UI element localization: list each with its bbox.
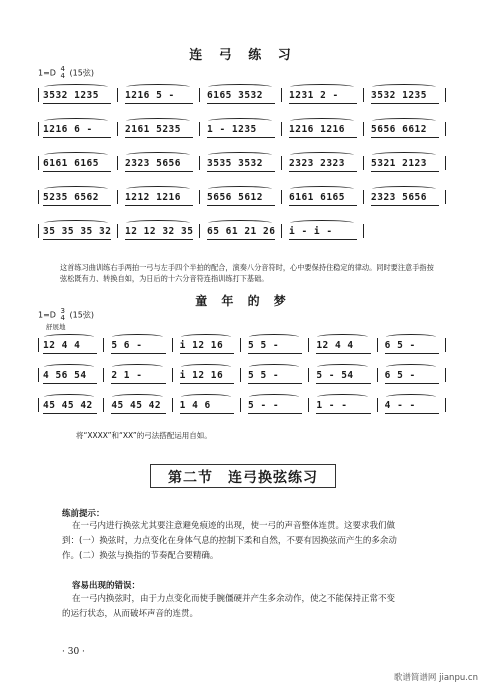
- exercise1-row: [38, 82, 448, 108]
- tempo-marking: 舒展地: [46, 323, 66, 331]
- beam-line: [43, 103, 111, 104]
- beam-line: [111, 383, 165, 384]
- key-label-2: 1=D: [38, 310, 56, 320]
- measure: 1216 6 -: [43, 124, 93, 135]
- beam-line: [207, 205, 275, 206]
- barline: [445, 122, 446, 136]
- barline: [38, 156, 39, 170]
- beam-line: [371, 205, 439, 206]
- barline: [117, 122, 118, 136]
- beam-line: [289, 103, 357, 104]
- measure: 2323 5656: [371, 192, 427, 203]
- slur-mark: [44, 364, 94, 370]
- slur-mark: [372, 84, 436, 90]
- slur-mark: [44, 84, 108, 90]
- measure: 5235 6562: [43, 192, 99, 203]
- barline: [172, 398, 173, 412]
- barline: [38, 122, 39, 136]
- key-signature: [38, 66, 94, 80]
- slur-mark: [290, 152, 354, 158]
- time-signature-2: [61, 308, 65, 322]
- beam-line: [43, 239, 111, 240]
- bowing-hint: 将“XXXX”和“XX”的弓法搭配运用自如。: [76, 431, 212, 440]
- errors-line-1: 在一弓内换弦时，由于力点变化而使手腕僵硬并产生多余动作，使之不能保持正常不变: [72, 594, 396, 604]
- slur-mark: [386, 334, 436, 340]
- barline: [38, 368, 39, 382]
- beam-line: [207, 137, 275, 138]
- barline: [199, 156, 200, 170]
- barline: [103, 338, 104, 352]
- slur-mark: [290, 84, 354, 90]
- song-title: 童 年 的 梦: [195, 294, 291, 308]
- time-signature: [61, 66, 65, 80]
- measure: 1216 5 -: [125, 90, 175, 101]
- measure: 5656 5612: [207, 192, 263, 203]
- measure: 1231 2 -: [289, 90, 339, 101]
- exercise1-row: [38, 150, 448, 176]
- beam-line: [43, 353, 97, 354]
- slur-mark: [126, 84, 190, 90]
- measure: 45 45 42: [43, 400, 93, 411]
- slur-mark: [126, 118, 190, 124]
- site-watermark: 歌谱简谱网 jianpu.cn: [393, 673, 478, 683]
- beam-line: [207, 171, 275, 172]
- slur-mark: [126, 152, 190, 158]
- slur-mark: [386, 364, 436, 370]
- key-label: 1=D: [38, 68, 56, 78]
- slur-mark: [44, 334, 94, 340]
- slur-mark: [44, 118, 108, 124]
- beam-line: [385, 353, 439, 354]
- key-signature-2: [38, 308, 94, 322]
- beam-line: [316, 383, 370, 384]
- beam-line: [316, 413, 370, 414]
- measure: 6 5 -: [384, 340, 416, 351]
- measure: 1 - 1235: [207, 124, 257, 135]
- barline: [363, 224, 364, 238]
- slur-mark: [112, 394, 162, 400]
- beam-line: [385, 413, 439, 414]
- measure: 35 35 35 32: [43, 226, 112, 237]
- beam-line: [248, 383, 302, 384]
- measure: 6 5 -: [384, 370, 416, 381]
- measure: 6161 6165: [289, 192, 345, 203]
- barline: [377, 398, 378, 412]
- measure: i 12 16: [179, 340, 224, 351]
- exercise-note: 这首练习曲训练右手两拍一弓与左手四个半拍的配合，演奏八分音符时，心中要保持住稳定的律动。同时要注意手指按弦松既有力、转换自如，为日后的十六分音符连指训练打下基础。: [60, 263, 434, 283]
- slur-mark: [372, 186, 436, 192]
- pre-practice-line-1: 在一弓内进行换弦尤其要注意避免痕迹的出现，使一弓的声音整体连贯。这要求我们做: [72, 521, 396, 531]
- measure: 4 56 54: [43, 370, 87, 381]
- barline: [199, 88, 200, 102]
- slur-mark: [249, 364, 299, 370]
- barline: [445, 338, 446, 352]
- barline: [308, 398, 309, 412]
- measure: 1 4 6: [179, 400, 211, 411]
- exercise2-row: [38, 392, 448, 418]
- page-number: · 30 ·: [62, 647, 85, 657]
- barline: [308, 368, 309, 382]
- beam-line: [125, 103, 193, 104]
- beam-line: [111, 413, 165, 414]
- pre-practice-line-3: 作。(二）换弦与换指的节奏配合要精确。: [62, 551, 219, 561]
- beam-line: [43, 205, 111, 206]
- beam-line: [125, 171, 193, 172]
- measure: 12 12 32 35: [125, 226, 194, 237]
- barline: [38, 338, 39, 352]
- barline: [281, 224, 282, 238]
- barline: [199, 224, 200, 238]
- measure: 5 5 -: [248, 370, 280, 381]
- section-title: 第二节 连弓换弦练习: [168, 470, 318, 486]
- barline: [117, 190, 118, 204]
- pre-practice-line-2: 到：(一）换弦时，力点变化在身体气息的控制下柔和自然，不要有因换弦而产生的多余动: [62, 536, 397, 546]
- beam-line: [43, 383, 97, 384]
- measure: 5 5 -: [248, 340, 280, 351]
- measure: 5 - 54: [316, 370, 354, 381]
- slur-mark: [290, 118, 354, 124]
- slur-mark: [126, 220, 190, 226]
- measure: 45 45 42: [111, 400, 162, 411]
- slur-mark: [44, 186, 108, 192]
- measure: i - i -: [289, 226, 333, 237]
- slur-mark: [126, 186, 190, 192]
- beam-line: [180, 413, 234, 414]
- beam-line: [248, 413, 302, 414]
- barline: [281, 156, 282, 170]
- measure: 3535 3532: [207, 158, 263, 169]
- barline: [445, 368, 446, 382]
- measure: 12 4 4: [316, 340, 354, 351]
- beam-line: [371, 171, 439, 172]
- barline: [363, 156, 364, 170]
- barline: [308, 338, 309, 352]
- barline: [281, 122, 282, 136]
- exercise1-row: [38, 116, 448, 142]
- barline: [117, 224, 118, 238]
- measure: 1216 1216: [289, 124, 345, 135]
- barline: [363, 190, 364, 204]
- barline: [281, 190, 282, 204]
- tuning-label-2: (15弦): [69, 310, 94, 320]
- slur-mark: [208, 84, 272, 90]
- exercise2-row: [38, 332, 448, 358]
- slur-mark: [181, 334, 231, 340]
- slur-mark: [44, 220, 108, 226]
- barline: [445, 398, 446, 412]
- barline: [445, 190, 446, 204]
- measure: 5 6 -: [111, 340, 143, 351]
- barline: [172, 368, 173, 382]
- measure: 5656 6612: [371, 124, 427, 135]
- exercise2-row: [38, 362, 448, 388]
- slur-mark: [112, 364, 162, 370]
- barline: [117, 88, 118, 102]
- measure: 5 - -: [248, 400, 280, 411]
- beam-line: [125, 239, 193, 240]
- barline: [199, 122, 200, 136]
- barline: [38, 88, 39, 102]
- exercise-title: 连 弓 练 习: [189, 48, 297, 63]
- slur-mark: [181, 394, 231, 400]
- exercise1-row: [38, 184, 448, 210]
- slur-mark: [208, 186, 272, 192]
- measure: 65 61 21 26: [207, 226, 276, 237]
- slur-mark: [249, 394, 299, 400]
- slur-mark: [44, 394, 94, 400]
- slur-mark: [372, 152, 436, 158]
- measure: 2161 5235: [125, 124, 181, 135]
- barline: [172, 338, 173, 352]
- barline: [199, 190, 200, 204]
- beam-line: [385, 383, 439, 384]
- barline: [240, 398, 241, 412]
- measure: 6161 6165: [43, 158, 99, 169]
- measure: 1 - -: [316, 400, 348, 411]
- barline: [445, 156, 446, 170]
- slur-mark: [112, 334, 162, 340]
- beam-line: [180, 383, 234, 384]
- slur-mark: [317, 394, 367, 400]
- time-bottom: 4: [60, 72, 65, 80]
- errors-heading: 容易出现的错误：: [72, 581, 141, 591]
- slur-mark: [208, 118, 272, 124]
- measure: 6165 3532: [207, 90, 263, 101]
- measure: 2323 2323: [289, 158, 345, 169]
- barline: [38, 224, 39, 238]
- beam-line: [207, 239, 275, 240]
- beam-line: [125, 205, 193, 206]
- beam-line: [111, 353, 165, 354]
- beam-line: [316, 353, 370, 354]
- beam-line: [289, 239, 357, 240]
- barline: [445, 88, 446, 102]
- exercise1-row: [38, 218, 448, 244]
- slur-mark: [372, 118, 436, 124]
- barline: [38, 190, 39, 204]
- beam-line: [371, 137, 439, 138]
- slur-mark: [44, 152, 108, 158]
- beam-line: [207, 103, 275, 104]
- barline: [117, 156, 118, 170]
- time-top: 4: [60, 65, 65, 73]
- measure: i 12 16: [179, 370, 224, 381]
- beam-line: [125, 137, 193, 138]
- beam-line: [43, 413, 97, 414]
- measure: 3532 1235: [371, 90, 427, 101]
- errors-line-2: 的运行状态，从而破坏声音的连贯。: [62, 609, 199, 619]
- slur-mark: [317, 334, 367, 340]
- measure: 2323 5656: [125, 158, 181, 169]
- barline: [103, 368, 104, 382]
- barline: [377, 338, 378, 352]
- beam-line: [180, 353, 234, 354]
- barline: [103, 398, 104, 412]
- barline: [377, 368, 378, 382]
- slur-mark: [317, 364, 367, 370]
- slur-mark: [181, 364, 231, 370]
- measure: 12 4 4: [43, 340, 81, 351]
- slur-mark: [208, 220, 272, 226]
- pre-practice-heading: 练前提示：: [62, 509, 105, 519]
- barline: [363, 88, 364, 102]
- barline: [38, 398, 39, 412]
- slur-mark: [208, 152, 272, 158]
- beam-line: [289, 205, 357, 206]
- measure: 1212 1216: [125, 192, 181, 203]
- measure: 2 1 -: [111, 370, 143, 381]
- tuning-label: (15弦): [69, 68, 94, 78]
- slur-mark: [386, 394, 436, 400]
- beam-line: [43, 137, 111, 138]
- time-bottom-2: 4: [60, 314, 65, 322]
- measure: 4 - -: [384, 400, 416, 411]
- measure: 3532 1235: [43, 90, 99, 101]
- barline: [363, 122, 364, 136]
- slur-mark: [249, 334, 299, 340]
- beam-line: [248, 353, 302, 354]
- beam-line: [371, 103, 439, 104]
- barline: [240, 368, 241, 382]
- beam-line: [43, 171, 111, 172]
- beam-line: [289, 137, 357, 138]
- slur-mark: [290, 186, 354, 192]
- barline: [240, 338, 241, 352]
- barline: [281, 88, 282, 102]
- beam-line: [289, 171, 357, 172]
- measure: 5321 2123: [371, 158, 427, 169]
- slur-mark: [290, 220, 354, 226]
- time-top-2: 3: [60, 307, 65, 315]
